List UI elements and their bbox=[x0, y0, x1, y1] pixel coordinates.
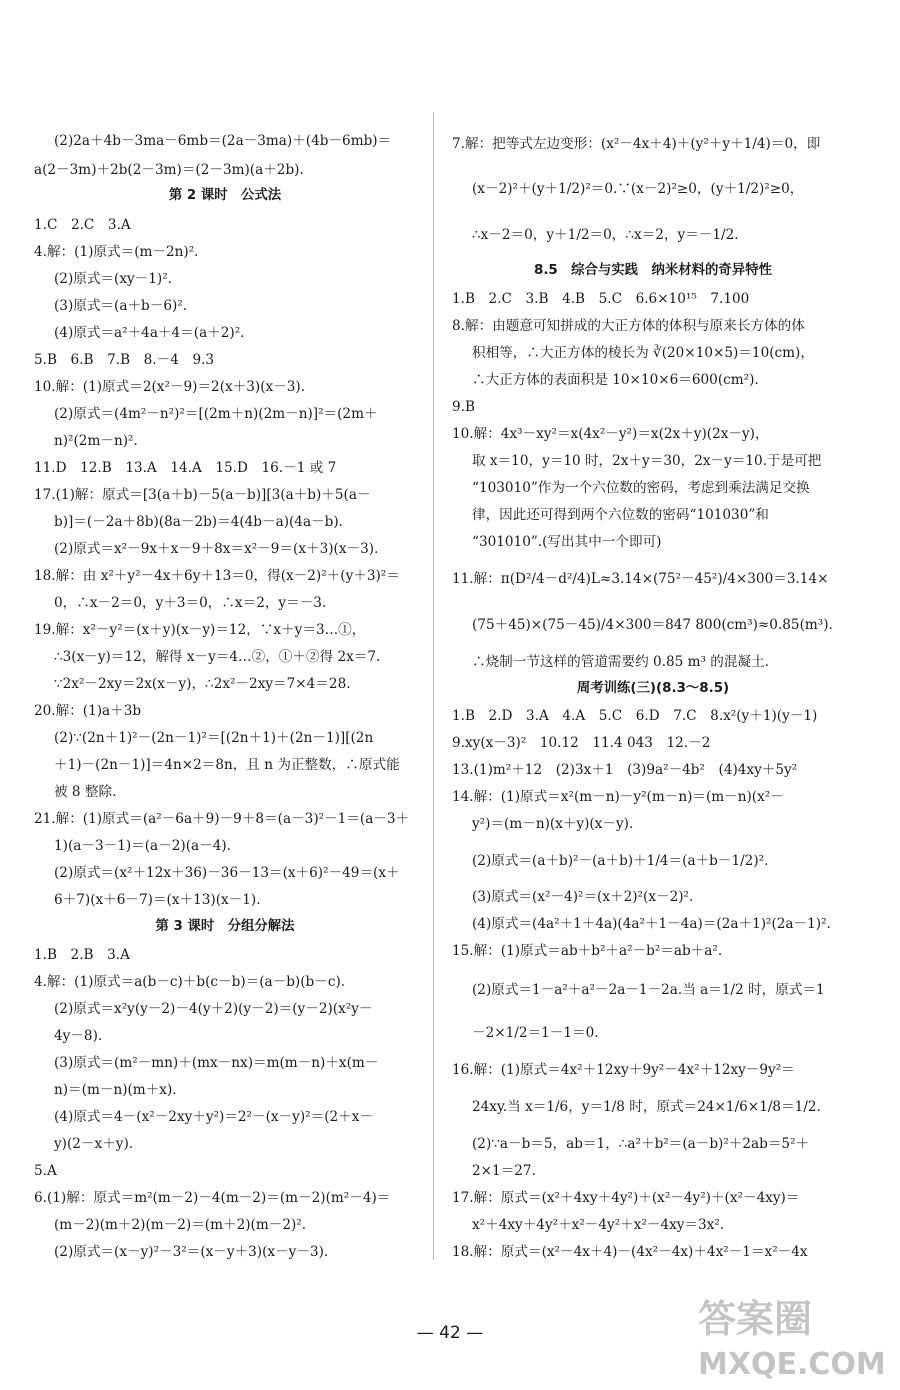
answer-line: (75＋45)×(75－45)/4×300＝847 800(cm³)≈0.85(m³). bbox=[472, 617, 833, 633]
answer-line: (2)原式＝1－a²＋a²－2a－1－2a.当 a＝1/2 时，原式＝1 bbox=[472, 982, 825, 998]
answer-line: 21.解：(1)原式＝(a²－6a＋9)－9＋8＝(a－3)²－1＝(a－3＋ bbox=[34, 811, 410, 827]
answer-line: (2)原式＝(4m²－n²)²＝[(2m＋n)(2m－n)]²＝(2m＋ bbox=[54, 406, 378, 422]
answer-line: －2×1/2＝1－1＝0. bbox=[472, 1025, 599, 1041]
answer-line: 4.解：(1)原式＝a(b－c)＋b(c－b)＝(a－b)(b－c). bbox=[34, 974, 346, 990]
answer-line: y²)＝(m－n)(x＋y)(x－y). bbox=[472, 816, 634, 832]
answer-line: (2)原式＝x²y(y－2)－4(y＋2)(y－2)＝(y－2)(x²y－ bbox=[54, 1001, 373, 1017]
answer-line: ∵2x²－2xy＝2x(x－y)，∴2x²－2xy＝7×4＝28. bbox=[54, 676, 351, 692]
answer-line: 被 8 整除. bbox=[54, 784, 117, 800]
answer-line: ∴大正方体的表面积是 10×10×6＝600(cm²). bbox=[472, 372, 759, 388]
section-heading: 周考训练(三)(8.3～8.5) bbox=[576, 681, 730, 696]
answer-line: 16.解：(1)原式＝4x²＋12xy＋9y²－4x²＋12xy－9y²＝ bbox=[452, 1062, 795, 1078]
answer-line: n)＝(m－n)(m＋x). bbox=[54, 1082, 177, 1098]
answer-line: (2)原式＝x²－9x＋x－9＋8x＝x²－9＝(x＋3)(x－3). bbox=[54, 541, 379, 557]
watermark-logo bbox=[692, 1288, 886, 1384]
answer-line: b)]＝(－2a＋8b)(8a－2b)＝4(4b－a)(4a－b). bbox=[54, 514, 343, 530]
answer-line: ∴3(x－y)＝12，解得 x－y＝4…②，①＋②得 2x＝7. bbox=[54, 649, 381, 665]
answer-line: (2)原式＝(a＋b)²－(a＋b)＋1/4＝(a＋b－1/2)². bbox=[472, 853, 769, 869]
answer-line: 14.解：(1)原式＝x²(m－n)－y²(m－n)＝(m－n)(x²－ bbox=[452, 789, 784, 805]
answer-line: (3)原式＝(a＋b－6)². bbox=[54, 298, 188, 314]
answer-line: 10.解：4x³－xy²＝x(4x²－y²)＝x(2x＋y)(2x－y)， bbox=[452, 426, 769, 442]
watermark-top-text: 答案圈 bbox=[698, 1297, 813, 1341]
answer-line: 9.B bbox=[452, 399, 475, 415]
answer-line: “301010”.(写出其中一个即可) bbox=[472, 534, 662, 550]
column-divider bbox=[433, 112, 434, 1260]
answer-line: 15.解：(1)原式＝ab＋b²＋a²－b²＝ab＋a². bbox=[452, 943, 723, 959]
answer-line: 4y－8). bbox=[54, 1028, 103, 1044]
answer-line: “103010”作为一个六位数的密码，考虑到乘法满足交换 bbox=[472, 480, 810, 496]
answer-line: 13.(1)m²＋12 (2)3x＋1 (3)9a²－4b² (4)4xy＋5y² bbox=[452, 762, 798, 778]
answer-line: 11.D 12.B 13.A 14.A 15.D 16.－1 或 7 bbox=[34, 460, 337, 476]
answer-line: 1)(a－3－1)＝(a－2)(a－4). bbox=[54, 838, 231, 854]
answer-line: y)(2－x＋y). bbox=[54, 1136, 134, 1152]
answer-line: a(2－3m)＋2b(2－3m)＝(2－3m)(a＋2b). bbox=[34, 162, 304, 178]
answer-line: 0，∴x－2＝0，y＋3＝0，∴x＝2，y＝－3. bbox=[54, 595, 327, 611]
answer-line: 5.A bbox=[34, 1163, 57, 1179]
answer-line: 1.B 2.D 3.A 4.A 5.C 6.D 7.C 8.x²(y＋1)(y－1) bbox=[452, 708, 818, 724]
answer-line: 1.B 2.B 3.A bbox=[34, 947, 130, 963]
answer-line: 6＋7)(x＋6－7)＝(x＋13)(x－1). bbox=[54, 892, 261, 908]
answer-line: n)²(2m－n)². bbox=[54, 433, 138, 449]
page-number: — 42 — bbox=[416, 1323, 484, 1343]
answer-line: (2)原式＝(xy－1)². bbox=[54, 271, 173, 287]
answer-line: (2)2a＋4b－3ma－6mb＝(2a－3ma)＋(4b－6mb)＝ bbox=[54, 133, 392, 149]
section-heading: 8.5 综合与实践 纳米材料的奇异特性 bbox=[534, 263, 772, 278]
answer-line: 积相等，∴大正方体的棱长为 ∛(20×10×5)＝10(cm)， bbox=[472, 345, 814, 361]
answer-line: 取 x＝10，y＝10 时，2x＋y＝30，2x－y＝10.于是可把 bbox=[472, 453, 822, 469]
answer-line: x²＋4xy＋4y²＋x²－4y²＋x²－4xy＝3x². bbox=[472, 1217, 725, 1233]
answer-line: 11.解：π(D²/4－d²/4)L≈3.14×(75²－45²)/4×300＝3.14× bbox=[452, 571, 829, 587]
answer-line: 2×1＝27. bbox=[472, 1163, 536, 1179]
answer-line: 1.C 2.C 3.A bbox=[34, 217, 131, 233]
answer-line: 律，因此还可得到两个六位数的密码“101030”和 bbox=[472, 507, 769, 523]
answer-line: 6.(1)解：原式＝m²(m－2)－4(m－2)＝(m－2)(m²－4)＝ bbox=[34, 1190, 391, 1206]
answer-line: 1.B 2.C 3.B 4.B 5.C 6.6×10¹⁵ 7.100 bbox=[452, 291, 750, 307]
answer-line: (2)原式＝(x－y)²－3²＝(x－y＋3)(x－y－3). bbox=[54, 1244, 329, 1260]
answer-line: 19.解：x²－y²＝(x＋y)(x－y)＝12，∵x＋y＝3…①， bbox=[34, 622, 366, 638]
answer-line: ∴烧制一节这样的管道需要约 0.85 m³ 的混凝土. bbox=[472, 654, 769, 670]
answer-line: (2)∵a－b＝5，ab＝1，∴a²＋b²＝(a－b)²＋2ab＝5²＋ bbox=[472, 1136, 810, 1152]
answer-line: ＋1)－(2n－1)]＝4n×2＝8n，且 n 为正整数，∴原式能 bbox=[54, 757, 400, 773]
answer-line: 10.解：(1)原式＝2(x²－9)＝2(x＋3)(x－3). bbox=[34, 379, 306, 395]
answer-line: (2)∵(2n＋1)²－(2n－1)²＝[(2n＋1)＋(2n－1)][(2n bbox=[54, 730, 374, 746]
answer-line: (3)原式＝(m²－mn)＋(mx－nx)＝m(m－n)＋x(m－ bbox=[54, 1055, 379, 1071]
answer-line: 4.解：(1)原式＝(m－2n)². bbox=[34, 244, 199, 260]
answer-line: (3)原式＝(x²－4)²＝(x＋2)²(x－2)². bbox=[472, 889, 694, 905]
answer-line: 17.解：原式＝(x²＋4xy＋4y²)＋(x²－4y²)＋(x²－4xy)＝ bbox=[452, 1190, 800, 1206]
answer-line: ∴x－2＝0，y＋1/2＝0，∴x＝2，y＝－1/2. bbox=[472, 227, 739, 243]
answer-line: (2)原式＝(x²＋12x＋36)－36－13＝(x＋6)²－49＝(x＋ bbox=[54, 865, 400, 881]
answer-line: 20.解：(1)a＋3b bbox=[34, 703, 142, 719]
answer-line: 24xy.当 x＝1/6，y＝1/8 时，原式＝24×1/6×1/8＝1/2. bbox=[472, 1099, 821, 1115]
section-heading: 第 3 课时 分组分解法 bbox=[155, 919, 295, 934]
answer-line: 9.xy(x－3)² 10.12 11.4 043 12.－2 bbox=[452, 735, 711, 751]
answer-line: 18.解：原式＝(x²－4x＋4)－(4x²－4x)＋4x²－1＝x²－4x bbox=[452, 1244, 808, 1260]
answer-line: (x－2)²＋(y＋1/2)²＝0.∵(x－2)²≥0，(y＋1/2)²≥0， bbox=[472, 181, 804, 197]
answer-line: (4)原式＝(4a²＋1＋4a)(4a²＋1－4a)＝(2a＋1)²(2a－1)². bbox=[472, 916, 831, 932]
answer-line: 18.解：由 x²＋y²－4x＋6y＋13＝0，得(x－2)²＋(y＋3)²＝ bbox=[34, 568, 400, 584]
answer-line: (4)原式＝4－(x²－2xy＋y²)＝2²－(x－y)²＝(2＋x－ bbox=[54, 1109, 373, 1125]
answer-line: 5.B 6.B 7.B 8.－4 9.3 bbox=[34, 352, 215, 368]
answer-line: 8.解：由题意可知拼成的大正方体的体积与原来长方体的体 bbox=[452, 318, 805, 334]
answer-line: 7.解：把等式左边变形：(x²－4x＋4)＋(y²＋y＋1/4)＝0，即 bbox=[452, 136, 821, 152]
answer-line: 17.(1)解：原式＝[3(a＋b)－5(a－b)][3(a＋b)＋5(a－ bbox=[34, 487, 371, 503]
answer-line: (4)原式＝a²＋4a＋4＝(a＋2)². bbox=[54, 325, 245, 341]
section-heading: 第 2 课时 公式法 bbox=[168, 188, 282, 203]
watermark-bottom-text: MXQE.COM bbox=[698, 1347, 886, 1382]
answer-line: (m－2)(m＋2)(m－2)＝(m＋2)(m－2)². bbox=[54, 1217, 307, 1233]
